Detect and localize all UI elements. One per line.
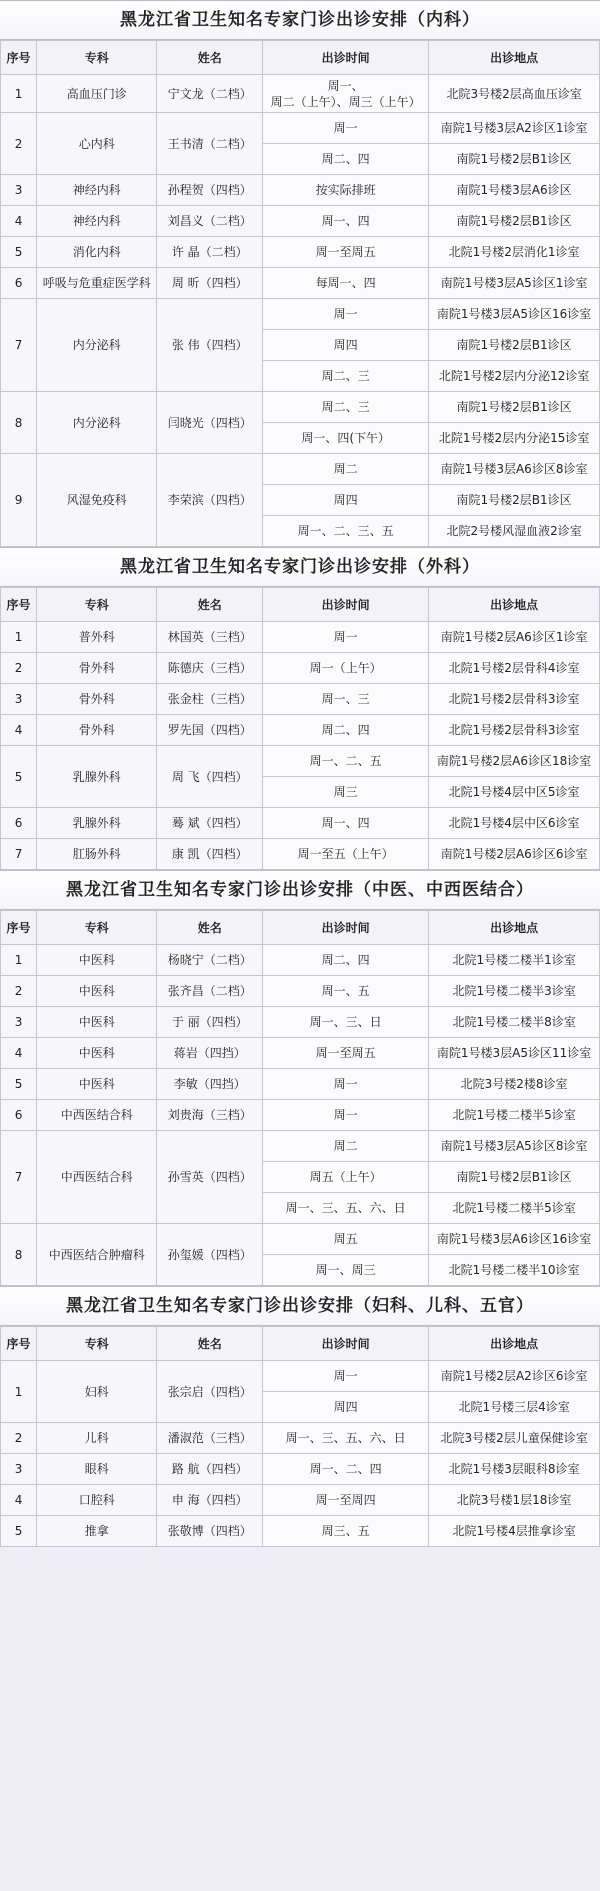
column-header-dept: 专科 [37,588,157,622]
column-header-place: 出诊地点 [429,41,600,75]
time-line: 周一至周五 [315,245,376,259]
time-line: 周四 [333,338,358,352]
cell-time [263,392,429,423]
cell-time [263,516,429,547]
table-row [1,1069,600,1100]
cell-no: 4 [1,715,37,746]
cell-dept: 骨外科 [37,715,157,746]
cell-name: 周 昕（四档） [157,268,263,299]
cell-dept: 乳腺外科 [37,808,157,839]
time-line: 周五 [333,1232,358,1246]
cell-dept: 中医科 [37,1069,157,1100]
column-header-dept: 专科 [37,41,157,75]
table-row [1,945,600,976]
cell-dept: 肛肠外科 [37,839,157,870]
cell-dept: 普外科 [37,622,157,653]
cell-time [263,75,429,113]
cell-dept: 推拿 [37,1516,157,1547]
cell-no: 5 [1,746,37,808]
column-header-dept: 专科 [37,911,157,945]
column-header-place: 出诊地点 [429,1327,600,1361]
cell-no: 8 [1,392,37,454]
schedule-table [0,587,600,870]
section-title: 黑龙江省卫生知名专家门诊出诊安排（妇科、儿科、五官） [0,1286,600,1326]
time-line: 周一 [333,1077,358,1091]
time-line: 周一 [333,1108,358,1122]
schedule-table [0,1326,600,1547]
cell-time [263,1007,429,1038]
cell-time [263,113,429,144]
time-line: 周二、三 [321,369,370,383]
cell-name: 林国英（三档） [157,622,263,653]
cell-name: 周 飞（四档） [157,746,263,808]
cell-name: 路 航（四档） [157,1454,263,1485]
time-line: 周一 [333,121,358,135]
cell-dept: 中医科 [37,1007,157,1038]
cell-name: 宁文龙（二档） [157,75,263,113]
time-line: 每周一、四 [315,276,376,290]
table-row [1,113,600,144]
cell-name: 陈德庆（三档） [157,653,263,684]
cell-place: 南院1号楼3层A5诊区1诊室 [429,268,600,299]
cell-no: 1 [1,75,37,113]
cell-name: 刘贵海（三档） [157,1100,263,1131]
time-line: 周三、五 [321,1524,370,1538]
cell-place: 北院3号楼2楼8诊室 [429,1069,600,1100]
cell-dept: 儿科 [37,1423,157,1454]
time-line: 周一、四 [321,816,370,830]
cell-place: 南院1号楼2层A6诊区18诊室 [429,746,600,777]
cell-dept: 中医科 [37,1038,157,1069]
cell-place: 南院1号楼3层A6诊区8诊室 [429,454,600,485]
column-header-time: 出诊时间 [263,41,429,75]
cell-no: 6 [1,808,37,839]
cell-place: 南院1号楼3层A6诊区 [429,175,600,206]
cell-time [263,485,429,516]
table-row [1,1038,600,1069]
cell-no: 1 [1,1361,37,1423]
section-title: 黑龙江省卫生知名专家门诊出诊安排（内科） [0,0,600,40]
schedule-table [0,910,600,1286]
time-line: 周一、二、五 [309,754,382,768]
time-line: 周一、五 [321,984,370,998]
cell-place: 南院1号楼2层B1诊区 [429,392,600,423]
table-row [1,746,600,777]
cell-name: 于 丽（四档） [157,1007,263,1038]
time-line: 周二、三 [321,400,370,414]
cell-name: 刘昌义（二档） [157,206,263,237]
cell-place: 南院1号楼2层A2诊区6诊室 [429,1361,600,1392]
cell-name: 王书清（二档） [157,113,263,175]
cell-place: 北院1号楼三层4诊室 [429,1392,600,1423]
column-header-time: 出诊时间 [263,911,429,945]
table-row [1,1516,600,1547]
cell-place: 北院1号楼2层消化1诊室 [429,237,600,268]
cell-dept: 中西医结合科 [37,1100,157,1131]
cell-time [263,1485,429,1516]
cell-no: 4 [1,206,37,237]
cell-time [263,1454,429,1485]
header-row [1,41,600,75]
cell-time [263,299,429,330]
time-line: 周一、三、五、六、日 [285,1201,406,1215]
table-row [1,1224,600,1255]
cell-time [263,237,429,268]
cell-place: 南院1号楼2层B1诊区 [429,206,600,237]
cell-no: 3 [1,175,37,206]
cell-dept: 内分泌科 [37,299,157,392]
cell-place: 北院1号楼2层骨科3诊室 [429,684,600,715]
cell-time [263,1361,429,1392]
header-row [1,1327,600,1361]
cell-place: 北院3号楼2层高血压诊室 [429,75,600,113]
column-header-name: 姓名 [157,911,263,945]
cell-time [263,423,429,454]
cell-no: 9 [1,454,37,547]
cell-dept: 眼科 [37,1454,157,1485]
cell-time [263,1423,429,1454]
table-row [1,1100,600,1131]
time-line: 周二、四 [321,953,370,967]
time-line: 周二、四 [321,152,370,166]
cell-place: 南院1号楼3层A5诊区8诊室 [429,1131,600,1162]
cell-dept: 中医科 [37,976,157,1007]
cell-time [263,945,429,976]
cell-place: 北院1号楼2层内分泌15诊室 [429,423,600,454]
cell-no: 4 [1,1038,37,1069]
cell-time [263,1224,429,1255]
cell-place: 南院1号楼3层A5诊区16诊室 [429,299,600,330]
cell-name: 潘淑范（三档） [157,1423,263,1454]
column-header-place: 出诊地点 [429,588,600,622]
cell-time [263,808,429,839]
table-row [1,1423,600,1454]
cell-time [263,1193,429,1224]
cell-place: 北院1号楼二楼半10诊室 [429,1255,600,1286]
cell-no: 2 [1,1423,37,1454]
time-line: 周一至五（上午） [297,847,394,861]
cell-name: 蒋岩（四挡） [157,1038,263,1069]
table-row [1,454,600,485]
cell-place: 北院1号楼二楼半5诊室 [429,1193,600,1224]
header-row [1,588,600,622]
cell-no: 1 [1,622,37,653]
cell-time [263,268,429,299]
cell-place: 北院1号楼4层中区6诊室 [429,808,600,839]
cell-dept: 骨外科 [37,684,157,715]
column-header-no: 序号 [1,588,37,622]
column-header-place: 出诊地点 [429,911,600,945]
table-row [1,839,600,870]
cell-name: 张齐昌（二档） [157,976,263,1007]
cell-name: 张宗启（四档） [157,1361,263,1423]
cell-place: 南院1号楼2层A6诊区6诊室 [429,839,600,870]
cell-name: 罗先国（四档） [157,715,263,746]
cell-name: 康 凯（四档） [157,839,263,870]
cell-place: 北院1号楼2层骨科3诊室 [429,715,600,746]
table-row [1,1454,600,1485]
cell-dept: 心内科 [37,113,157,175]
cell-place: 北院1号楼2层骨科4诊室 [429,653,600,684]
section-title: 黑龙江省卫生知名专家门诊出诊安排（中医、中西医结合） [0,870,600,910]
table-row [1,684,600,715]
time-line: 按实际排班 [315,183,376,197]
cell-name: 闫晓光（四档） [157,392,263,454]
cell-time [263,1131,429,1162]
cell-place: 南院1号楼2层B1诊区 [429,144,600,175]
column-header-dept: 专科 [37,1327,157,1361]
cell-no: 7 [1,839,37,870]
cell-no: 6 [1,268,37,299]
cell-name: 蓦 斌（四档） [157,808,263,839]
column-header-time: 出诊时间 [263,588,429,622]
cell-time [263,777,429,808]
time-line: 周三 [333,785,358,799]
cell-place: 北院1号楼二楼半5诊室 [429,1100,600,1131]
cell-time [263,454,429,485]
table-row [1,1007,600,1038]
table-row [1,622,600,653]
cell-name: 孙程贺（四档） [157,175,263,206]
cell-place: 北院3号楼2层儿童保健诊室 [429,1423,600,1454]
table-row [1,206,600,237]
section-title: 黑龙江省卫生知名专家门诊出诊安排（外科） [0,547,600,587]
cell-name: 李荣滨（四档） [157,454,263,547]
cell-place: 北院1号楼4层推拿诊室 [429,1516,600,1547]
cell-no: 3 [1,1007,37,1038]
cell-place: 南院1号楼2层B1诊区 [429,1162,600,1193]
cell-place: 北院1号楼二楼半1诊室 [429,945,600,976]
cell-time [263,653,429,684]
time-line: 周一、周三 [315,1263,376,1277]
cell-time [263,144,429,175]
cell-name: 孙玺媛（四档） [157,1224,263,1286]
table-row [1,976,600,1007]
cell-place: 北院2号楼风湿血液2诊室 [429,516,600,547]
table-row [1,1361,600,1392]
cell-dept: 神经内科 [37,206,157,237]
cell-no: 3 [1,684,37,715]
time-line: 周一至周四 [315,1493,376,1507]
cell-name: 张金柱（三档） [157,684,263,715]
column-header-name: 姓名 [157,1327,263,1361]
cell-time [263,1100,429,1131]
time-line: 周一、四 [321,214,370,228]
cell-time [263,1162,429,1193]
cell-no: 4 [1,1485,37,1516]
table-row [1,299,600,330]
cell-dept: 骨外科 [37,653,157,684]
cell-place: 南院1号楼3层A2诊区1诊室 [429,113,600,144]
cell-place: 南院1号楼2层A6诊区1诊室 [429,622,600,653]
table-row [1,1485,600,1516]
time-line: 周一、三 [321,692,370,706]
cell-time [263,976,429,1007]
time-line: 周五（上午） [309,1170,382,1184]
cell-time [263,746,429,777]
table-row [1,237,600,268]
time-line: 周一、三、五、六、日 [285,1431,406,1445]
cell-name: 杨晓宁（二档） [157,945,263,976]
cell-place: 北院1号楼二楼半8诊室 [429,1007,600,1038]
column-header-time: 出诊时间 [263,1327,429,1361]
cell-place: 北院1号楼3层眼科8诊室 [429,1454,600,1485]
cell-time [263,684,429,715]
cell-dept: 风湿免疫科 [37,454,157,547]
table-row [1,808,600,839]
cell-place: 南院1号楼3层A5诊区11诊室 [429,1038,600,1069]
time-line: 周二 [333,1139,358,1153]
cell-name: 张敬博（四档） [157,1516,263,1547]
time-line: 周二（上午）、周三（上午） [270,94,421,109]
cell-dept: 消化内科 [37,237,157,268]
cell-no: 2 [1,653,37,684]
cell-no: 5 [1,1069,37,1100]
cell-no: 3 [1,1454,37,1485]
cell-name: 申 海（四档） [157,1485,263,1516]
cell-no: 7 [1,299,37,392]
cell-no: 6 [1,1100,37,1131]
cell-time [263,1392,429,1423]
time-line: 周一、三、日 [309,1015,382,1029]
cell-no: 5 [1,1516,37,1547]
cell-name: 孙雪英（四档） [157,1131,263,1224]
cell-dept: 口腔科 [37,1485,157,1516]
time-line: 周二 [333,462,358,476]
cell-no: 5 [1,237,37,268]
cell-place: 南院1号楼2层B1诊区 [429,485,600,516]
cell-time [263,361,429,392]
cell-dept: 神经内科 [37,175,157,206]
cell-name: 张 伟（四档） [157,299,263,392]
cell-time [263,1069,429,1100]
time-line: 周一、四(下午） [301,431,391,445]
cell-place: 北院1号楼二楼半3诊室 [429,976,600,1007]
table-row [1,653,600,684]
column-header-no: 序号 [1,911,37,945]
cell-time [263,715,429,746]
cell-place: 北院3号楼1层18诊室 [429,1485,600,1516]
cell-dept: 乳腺外科 [37,746,157,808]
time-line: 周一 [333,1369,358,1383]
cell-time [263,206,429,237]
table-row [1,268,600,299]
cell-no: 1 [1,945,37,976]
cell-time [263,839,429,870]
table-row [1,175,600,206]
cell-place: 南院1号楼2层B1诊区 [429,330,600,361]
cell-time [263,622,429,653]
cell-time [263,1038,429,1069]
table-row [1,392,600,423]
cell-place: 南院1号楼3层A6诊区16诊室 [429,1224,600,1255]
cell-no: 2 [1,976,37,1007]
time-line: 周一至周五 [315,1046,376,1060]
time-line: 周一、二、三、五 [297,524,394,538]
table-row [1,1131,600,1162]
cell-dept: 中西医结合科 [37,1131,157,1224]
header-row [1,911,600,945]
cell-dept: 内分泌科 [37,392,157,454]
cell-time [263,1516,429,1547]
time-line: 周四 [333,1400,358,1414]
cell-no: 8 [1,1224,37,1286]
cell-dept: 妇科 [37,1361,157,1423]
time-line: 周二、四 [321,723,370,737]
cell-place: 北院1号楼4层中区5诊室 [429,777,600,808]
cell-dept: 呼吸与危重症医学科 [37,268,157,299]
table-row [1,75,600,113]
time-line: 周一（上午） [309,661,382,675]
cell-name: 李敏（四挡） [157,1069,263,1100]
cell-dept: 中西医结合肿瘤科 [37,1224,157,1286]
cell-no: 7 [1,1131,37,1224]
cell-time [263,1255,429,1286]
cell-name: 许 晶（二档） [157,237,263,268]
cell-dept: 中医科 [37,945,157,976]
time-line: 周一、二、四 [309,1462,382,1476]
time-line: 周一 [333,307,358,321]
time-line: 周四 [333,493,358,507]
cell-no: 2 [1,113,37,175]
column-header-name: 姓名 [157,588,263,622]
cell-time [263,330,429,361]
column-header-no: 序号 [1,41,37,75]
time-line: 周一、 [327,78,364,93]
cell-dept: 高血压门诊 [37,75,157,113]
table-row [1,715,600,746]
cell-place: 北院1号楼2层内分泌12诊室 [429,361,600,392]
column-header-name: 姓名 [157,41,263,75]
time-line: 周一 [333,630,358,644]
column-header-no: 序号 [1,1327,37,1361]
schedule-table [0,40,600,547]
cell-time [263,175,429,206]
